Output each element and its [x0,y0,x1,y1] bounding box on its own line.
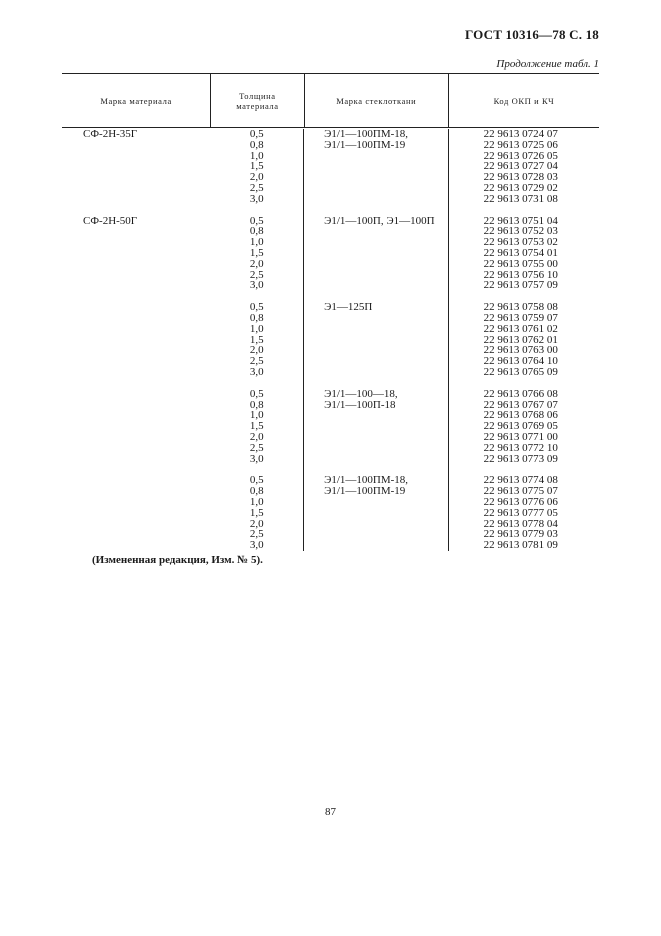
table-header [62,73,599,128]
thickness-cell: 2,5 [249,441,264,454]
thickness-group [210,216,303,292]
material-cell: СФ-2Н-50Г [83,214,138,227]
thickness-cell: 1,5 [249,160,264,173]
fabric-column [304,129,448,551]
code-cell: 22 9613 0763 00 [483,344,558,357]
code-cell: 22 9613 0751 04 [483,214,558,227]
document-header: ГОСТ 10316—78 С. 18 [465,27,599,42]
code-cell: 22 9613 0772 10 [483,441,558,454]
code-cell: 22 9613 0777 05 [483,506,558,519]
thickness-cell: 2,5 [249,528,264,541]
code-cell: 22 9613 0775 07 [483,485,558,498]
thickness-cell: 2,5 [249,268,264,281]
materials-table [62,73,599,551]
fabric-cell: Э1—125П [324,301,373,314]
codes-group [449,216,599,292]
thickness-group [210,389,303,465]
thickness-group [210,129,303,205]
material-group [62,216,210,292]
code-cell: 22 9613 0781 09 [483,539,558,552]
code-cell: 22 9613 0768 06 [483,409,558,422]
thickness-cell: 1,5 [249,506,264,519]
codes-group [449,389,599,465]
codes-group [449,129,599,205]
fabric-cell: Э1/1—100ПМ-18, [324,128,409,140]
material-cell: СФ-2Н-35Г [83,128,138,140]
thickness-cell: 0,8 [249,225,264,238]
revision-note: (Измененная редакция, Изм. № 5). [92,554,263,566]
thickness-cell: 1,0 [249,322,264,335]
thickness-cell: 0,8 [249,138,264,151]
code-cell: 22 9613 0774 08 [483,474,558,487]
thickness-cell: 3,0 [249,365,264,378]
column-header-material: Марка материала [100,95,172,106]
thickness-cell: 1,0 [249,149,264,162]
fabric-cell: Э1/1—100ПМ-19 [324,485,406,498]
fabric-group [304,216,447,292]
thickness-cell: 3,0 [249,452,264,465]
thickness-cell: 2,5 [249,355,264,368]
code-cell: 22 9613 0752 03 [483,225,558,238]
code-cell: 22 9613 0727 04 [483,160,558,173]
code-column [449,129,599,551]
material-column [62,129,210,551]
fabric-group [304,475,447,551]
code-cell: 22 9613 0762 01 [483,333,558,346]
codes-group [449,475,599,551]
column-header-thickness-text: Толщина материала [236,90,279,111]
thickness-cell: 1,5 [249,333,264,346]
code-cell: 22 9613 0779 03 [483,528,558,541]
code-cell: 22 9613 0778 04 [483,517,558,530]
thickness-cell: 0,8 [249,398,264,411]
column-header-code: Код ОКП и КЧ [448,74,599,127]
code-cell: 22 9613 0761 02 [483,322,558,335]
code-cell: 22 9613 0771 00 [483,430,558,443]
code-cell: 22 9613 0776 06 [483,495,558,508]
fabric-cell: Э1/1—100П, Э1—100П [324,214,435,227]
thickness-cell: 0,5 [249,128,264,140]
thickness-cell: 0,5 [249,301,264,314]
fabric-group [304,129,447,205]
code-cell: 22 9613 0757 09 [483,279,558,292]
table-continuation-label: Продолжение табл. 1 [496,58,599,70]
thickness-cell: 3,0 [249,192,264,205]
code-cell: 22 9613 0767 07 [483,398,558,411]
thickness-cell: 0,8 [249,485,264,498]
thickness-group [210,302,303,378]
fabric-cell: Э1/1—100ПМ-19 [324,138,406,151]
material-cell [62,389,210,400]
code-cell: 22 9613 0728 03 [483,171,558,184]
thickness-cell: 0,8 [249,311,264,324]
fabric-cell: Э1/1—100ПМ-18, [324,474,409,487]
code-cell: 22 9613 0725 06 [483,138,558,151]
code-cell: 22 9613 0731 08 [483,192,558,205]
code-cell: 22 9613 0724 07 [483,128,558,140]
material-cell [62,302,210,313]
thickness-cell: 1,0 [249,409,264,422]
fabric-cell: Э1/1—100П-18 [324,398,396,411]
code-cell: 22 9613 0754 01 [483,246,558,259]
material-group [62,389,210,465]
thickness-cell: 2,0 [249,430,264,443]
code-cell: 22 9613 0755 00 [483,257,558,270]
thickness-cell: 3,0 [249,279,264,292]
thickness-cell: 0,5 [249,214,264,227]
fabric-group [304,389,447,465]
thickness-cell: 3,0 [249,539,264,552]
column-header-fabric: Марка стеклоткани [304,74,448,127]
code-cell: 22 9613 0773 09 [483,452,558,465]
thickness-cell: 1,0 [249,495,264,508]
material-group [62,302,210,378]
code-cell: 22 9613 0765 09 [483,365,558,378]
code-cell: 22 9613 0769 05 [483,420,558,433]
code-cell: 22 9613 0729 02 [483,181,558,194]
page-number: 87 [325,806,336,818]
thickness-cell: 2,0 [249,257,264,270]
code-cell: 22 9613 0764 10 [483,355,558,368]
code-cell: 22 9613 0766 08 [483,387,558,400]
codes-group [449,302,599,378]
code-cell: 22 9613 0753 02 [483,236,558,249]
table-body [62,128,599,551]
thickness-cell: 2,0 [249,517,264,530]
code-cell: 22 9613 0758 08 [483,301,558,314]
column-header-thickness [210,74,303,127]
code-cell: 22 9613 0756 10 [483,268,558,281]
thickness-cell: 1,0 [249,236,264,249]
thickness-cell: 0,5 [249,387,264,400]
thickness-cell: 2,5 [249,181,264,194]
thickness-cell: 2,0 [249,171,264,184]
thickness-cell: 2,0 [249,344,264,357]
thickness-cell: 1,5 [249,246,264,259]
code-cell: 22 9613 0726 05 [483,149,558,162]
material-group [62,475,210,551]
fabric-cell: Э1/1—100—18, [324,387,398,400]
thickness-cell: 0,5 [249,474,264,487]
fabric-group [304,302,447,378]
code-cell: 22 9613 0759 07 [483,311,558,324]
thickness-group [210,475,303,551]
thickness-cell: 1,5 [249,420,264,433]
material-group [62,129,210,205]
material-cell [62,475,210,486]
thickness-column [210,129,304,551]
